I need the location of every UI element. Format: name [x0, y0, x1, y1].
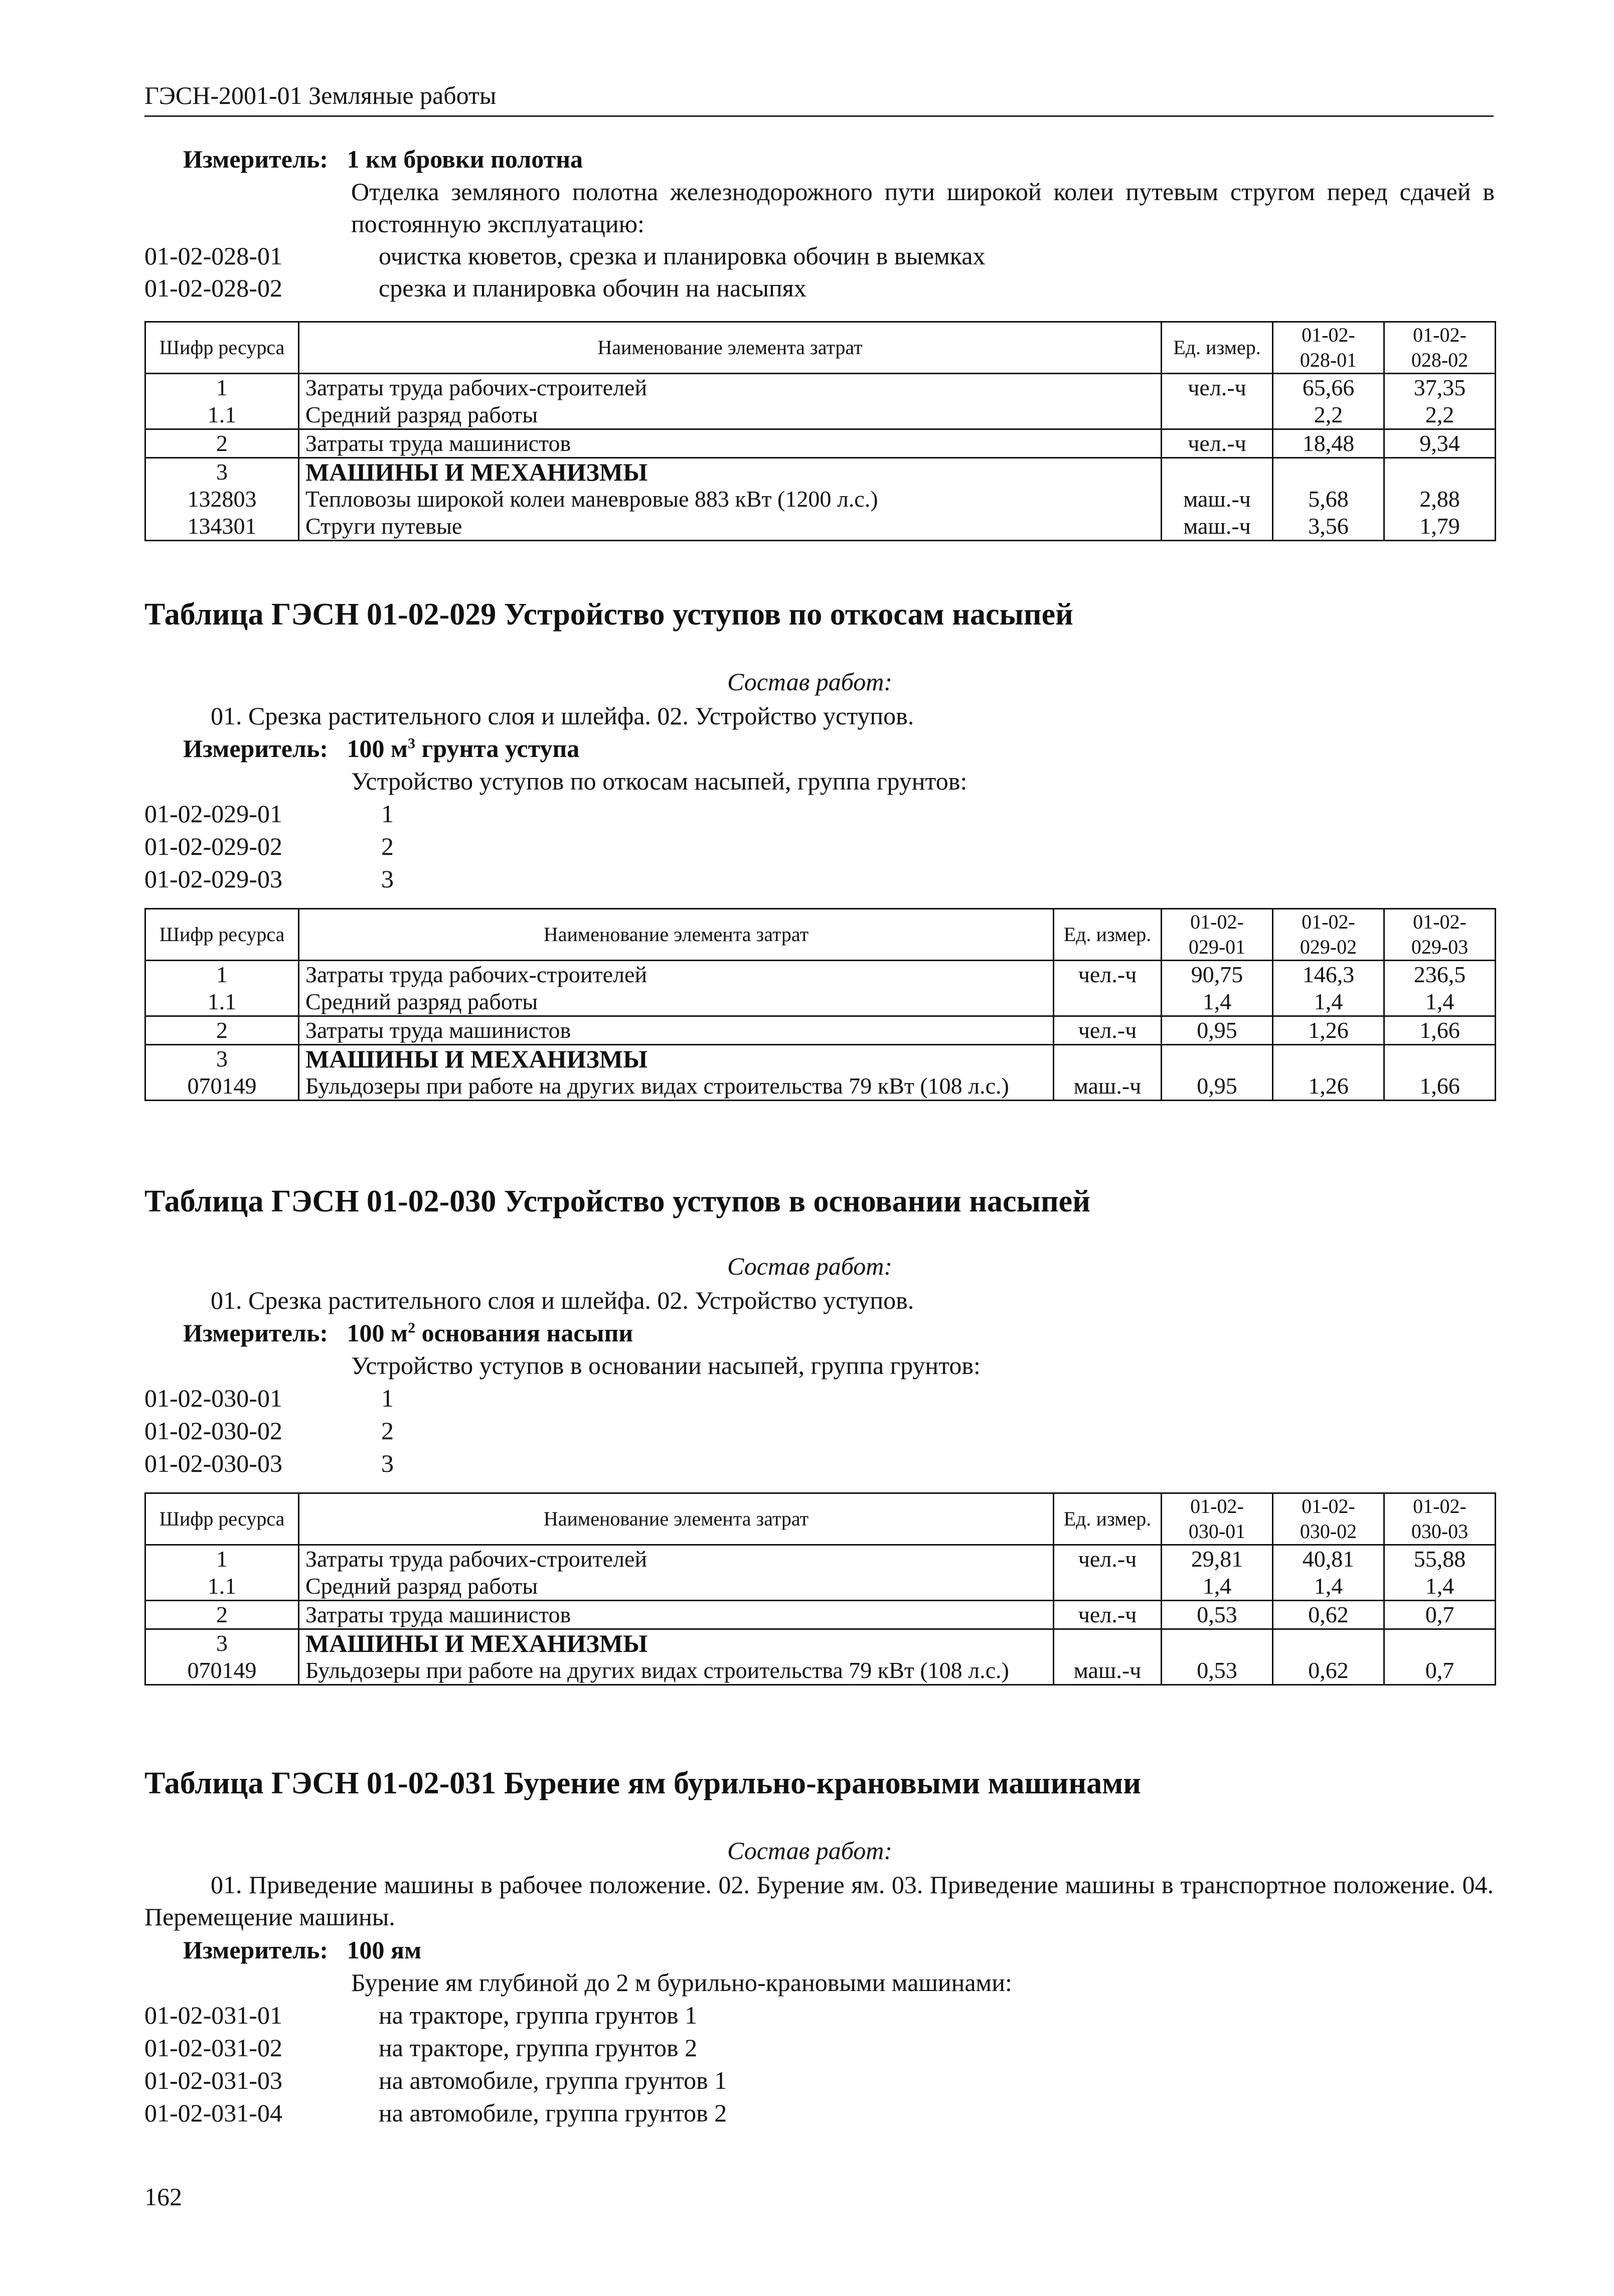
- table-row: 1 Затраты труда рабочих-строителей чел.-ч 29,81 40,81 55,88: [145, 1545, 1496, 1573]
- table-row: 3 МАШИНЫ И МЕХАНИЗМЫ: [145, 1045, 1496, 1073]
- table-row: 1.1 Средний разряд работы 1,4 1,4 1,4: [145, 988, 1496, 1016]
- table-row: 3 МАШИНЫ И МЕХАНИЗМЫ: [145, 1629, 1496, 1657]
- item-text: срезка и планировка обочин на насыпях: [379, 274, 806, 302]
- item-text: 3: [381, 1449, 394, 1477]
- table-row: 1 Затраты труда рабочих-строителей чел.-ч 65,66 37,35: [145, 374, 1496, 402]
- item-text: на тракторе, группа грунтов 2: [379, 2034, 698, 2062]
- meter-value: 100 $м^3$ грунта уступа: [347, 734, 580, 762]
- col-header-norm: 01-02- 029-01: [1162, 909, 1273, 961]
- col-header-norm: 01-02- 029-03: [1384, 909, 1496, 961]
- table-row: 2 Затраты труда машинистов чел.-ч 0,53 0,62 0,7: [145, 1601, 1496, 1629]
- table-row: 1.1 Средний разряд работы 2,2 2,2: [145, 401, 1496, 429]
- table-row: 2 Затраты труда машинистов чел.-ч 18,48 9,34: [145, 429, 1496, 458]
- sostav-text: 01. Срезка растительного слоя и шлейфа. 02. Устройство уступов.: [211, 1286, 914, 1314]
- item-code: 01-02-031-02: [144, 2034, 282, 2062]
- col-header-code: Шифр ресурса: [145, 1493, 299, 1545]
- meter-029: [183, 732, 579, 764]
- col-header-unit: Ед. измер.: [1162, 322, 1273, 374]
- description-028: Отделка земляного полотна железнодорожного пути широкой колеи путевым стругом перед сдачей в постоянную эксплуатацию:: [351, 178, 1495, 238]
- sostav-label: Состав работ:: [727, 668, 893, 696]
- col-header-code: Шифр ресурса: [145, 322, 299, 374]
- item-text: на автомобиле, группа грунтов 1: [379, 2066, 727, 2094]
- col-header-unit: Ед. измер.: [1054, 1493, 1162, 1545]
- col-header-norm: 01-02- 030-01: [1162, 1493, 1273, 1545]
- item-text: очистка кюветов, срезка и планировка обочин в выемках: [379, 242, 986, 270]
- item-text: 2: [381, 832, 394, 860]
- item-code: 01-02-030-03: [144, 1449, 282, 1477]
- cost-table-029: [144, 908, 1496, 1101]
- table-row: 070149 Бульдозеры при работе на других видах строительства 79 кВт (108 л.с.) маш.-ч 0,95 1,26 1,66: [145, 1073, 1496, 1101]
- meter-value: 100 $м^2$ основания насыпи: [347, 1319, 633, 1347]
- sostav-text: 01. Срезка растительного слоя и шлейфа. 02. Устройство уступов.: [211, 702, 914, 730]
- table-row: 070149 Бульдозеры при работе на других видах строительства 79 кВт (108 л.с.) маш.-ч 0,53 0,62 0,7: [145, 1657, 1496, 1685]
- item-code: 01-02-028-02: [144, 274, 282, 302]
- item-code: 01-02-030-01: [144, 1384, 282, 1412]
- running-header: ГЭСН-2001-01 Земляные работы: [144, 75, 1494, 117]
- cost-table-028: [144, 321, 1496, 541]
- item-text: на автомобиле, группа грунтов 2: [379, 2099, 727, 2127]
- table-row: 1.1 Средний разряд работы 1,4 1,4 1,4: [145, 1573, 1496, 1601]
- col-header-norm: 01-02- 030-03: [1384, 1493, 1496, 1545]
- table-row: 132803 Тепловозы широкой колеи маневровые 883 кВт (1200 л.с.) маш.-ч 5,68 2,88: [145, 486, 1496, 513]
- item-text: 1: [381, 1384, 394, 1412]
- description-029: Устройство уступов по откосам насыпей, группа грунтов:: [351, 767, 967, 795]
- description-031: Бурение ям глубиной до 2 м бурильно-крановыми машинами:: [351, 1968, 1012, 1997]
- col-header-norm: 01-02- 028-02: [1384, 322, 1496, 374]
- col-header-name: Наименование элемента затрат: [299, 909, 1054, 961]
- item-text: на тракторе, группа грунтов 1: [379, 2001, 698, 2029]
- col-header-norm: 01-02- 028-01: [1273, 322, 1384, 374]
- meter-value: 100 ям: [347, 1936, 422, 1964]
- section-title-031: Таблица ГЭСН 01-02-031 Бурение ям бурильно-крановыми машинами: [144, 1766, 1142, 1800]
- meter-label: Измеритель:: [183, 1936, 329, 1964]
- meter-028: [183, 143, 583, 175]
- item-text: 3: [381, 865, 394, 893]
- item-code: 01-02-029-01: [144, 800, 282, 828]
- item-code: 01-02-031-01: [144, 2001, 282, 2029]
- meter-031: [183, 1934, 421, 1966]
- sostav-text: 01. Приведение машины в рабочее положение. 02. Бурение ям. 03. Приведение машины в транспортное положение. 04. Перемещение машины.: [144, 1871, 1494, 1931]
- meter-value: 1 км бровки полотна: [347, 145, 583, 173]
- item-code: 01-02-028-01: [144, 242, 282, 270]
- page-number: 162: [144, 2183, 182, 2211]
- item-text: 2: [381, 1417, 394, 1445]
- col-header-norm: 01-02- 030-02: [1273, 1493, 1384, 1545]
- item-text: 1: [381, 800, 394, 828]
- meter-030: [183, 1317, 633, 1349]
- col-header-name: Наименование элемента затрат: [299, 1493, 1054, 1545]
- col-header-name: Наименование элемента затрат: [299, 322, 1162, 374]
- item-code: 01-02-030-02: [144, 1417, 282, 1445]
- item-code: 01-02-029-03: [144, 865, 282, 893]
- item-code: 01-02-031-04: [144, 2099, 282, 2127]
- description-030: Устройство уступов в основании насыпей, группа грунтов:: [351, 1351, 981, 1380]
- section-title-030: Таблица ГЭСН 01-02-030 Устройство уступов в основании насыпей: [144, 1184, 1090, 1218]
- sostav-label: Состав работ:: [727, 1836, 893, 1865]
- col-header-norm: 01-02- 029-02: [1273, 909, 1384, 961]
- table-row: 3 МАШИНЫ И МЕХАНИЗМЫ: [145, 458, 1496, 486]
- col-header-code: Шифр ресурса: [145, 909, 299, 961]
- table-row: 2 Затраты труда машинистов чел.-ч 0,95 1,26 1,66: [145, 1016, 1496, 1045]
- table-row: 1 Затраты труда рабочих-строителей чел.-ч 90,75 146,3 236,5: [145, 961, 1496, 989]
- item-code: 01-02-029-02: [144, 832, 282, 860]
- cost-table-030: [144, 1492, 1496, 1686]
- col-header-unit: Ед. измер.: [1054, 909, 1162, 961]
- meter-label: Измеритель:: [183, 145, 329, 173]
- table-row: 134301 Струги путевые маш.-ч 3,56 1,79: [145, 513, 1496, 541]
- meter-label: Измеритель:: [183, 1319, 329, 1347]
- section-title-029: Таблица ГЭСН 01-02-029 Устройство уступов по откосам насыпей: [144, 597, 1073, 632]
- item-code: 01-02-031-03: [144, 2066, 282, 2094]
- meter-label: Измеритель:: [183, 734, 329, 762]
- sostav-label: Состав работ:: [727, 1252, 893, 1280]
